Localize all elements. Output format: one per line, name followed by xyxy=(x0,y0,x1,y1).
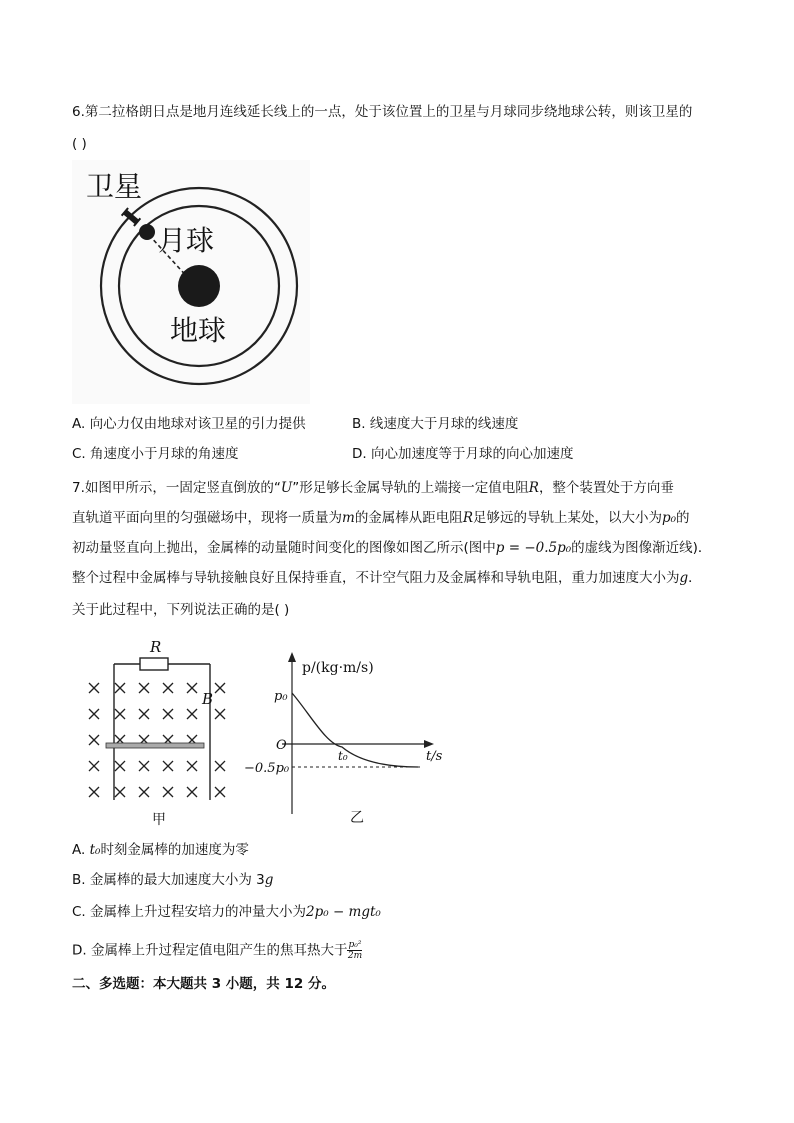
q7-option-a: A. t₀时刻金属棒的加速度为零 xyxy=(72,842,249,858)
origin-label: O xyxy=(276,738,287,753)
q6-option-d: D. 向心加速度等于月球的向心加速度 xyxy=(352,446,574,462)
label-satellite: 卫星 xyxy=(86,170,143,203)
p0-tick-label: p₀ xyxy=(274,689,288,704)
field-label: B xyxy=(202,690,214,708)
q7-stem-line4: 整个过程中金属棒与导轨接触良好且保持垂直，不计空气阻力及金属棒和导轨电阻，重力加速度大小为g． xyxy=(72,570,702,586)
resistor xyxy=(140,658,168,670)
q6-option-b: B. 线速度大于月球的线速度 xyxy=(352,416,519,432)
q7-stem-line1: 7.如图甲所示，一固定竖直倒放的“U”形足够长金属导轨的上端接一定值电阻R，整个装置处于方向垂 xyxy=(72,480,674,496)
q6-answer-bracket: ( ) xyxy=(72,136,87,152)
metal-rod xyxy=(106,743,204,748)
section-2-heading: 二、多选题：本大题共 3 小题，共 12 分。 xyxy=(72,976,335,992)
q7-stem-line3: 初动量竖直向上抛出，金属棒的动量随时间变化的图像如图乙所示(图中p = −0.5p₀的虚线为图像渐近线)． xyxy=(72,540,712,556)
caption-jia: 甲 xyxy=(152,812,166,828)
earth xyxy=(178,265,220,307)
label-moon: 月球 xyxy=(158,224,215,257)
momentum-graph-yi xyxy=(240,646,454,832)
circuit-figure-jia xyxy=(76,632,248,832)
x-axis-label: t/s xyxy=(426,749,443,764)
q7-option-c: C. 金属棒上升过程安培力的冲量大小为2p₀ − mgt₀ xyxy=(72,904,381,920)
y-axis-label: p/(kg·m/s) xyxy=(302,660,374,676)
q7-option-d: D. 金属棒上升过程定值电阻产生的焦耳热大于 $\frac{\text{p₀²}}{2m}$ xyxy=(72,940,363,961)
moon xyxy=(139,224,155,240)
q7-option-b: B. 金属棒的最大加速度大小为 3g xyxy=(72,872,274,888)
joule-heat-fraction: $\frac{\text{p₀²}}{2m}$ xyxy=(347,940,363,961)
x-axis-arrow xyxy=(424,740,434,748)
caption-yi: 乙 xyxy=(350,810,364,826)
orbit-figure xyxy=(72,160,310,404)
q6-option-c: C. 角速度小于月球的角速度 xyxy=(72,446,239,462)
q6-option-a: A. 向心力仅由地球对该卫星的引力提供 xyxy=(72,416,306,432)
momentum-curve xyxy=(292,693,418,767)
resistor-label: R xyxy=(150,638,162,656)
neg-half-p0-label: −0.5p₀ xyxy=(244,761,290,776)
q6-stem: 6.第二拉格朗日点是地月连线延长线上的一点，处于该位置上的卫星与月球同步绕地球公转，则该卫星的 xyxy=(72,104,693,120)
y-axis-arrow xyxy=(288,652,296,662)
q7-stem-line5: 关于此过程中，下列说法正确的是( ) xyxy=(72,602,290,618)
resistor-circuit xyxy=(114,658,210,800)
t0-tick-label: t₀ xyxy=(338,749,348,763)
q7-stem-line2: 直轨道平面向里的匀强磁场中，现将一质量为m的金属棒从距电阻R足够远的导轨上某处，以大小为p₀的 xyxy=(72,510,690,526)
label-earth: 地球 xyxy=(170,314,227,347)
